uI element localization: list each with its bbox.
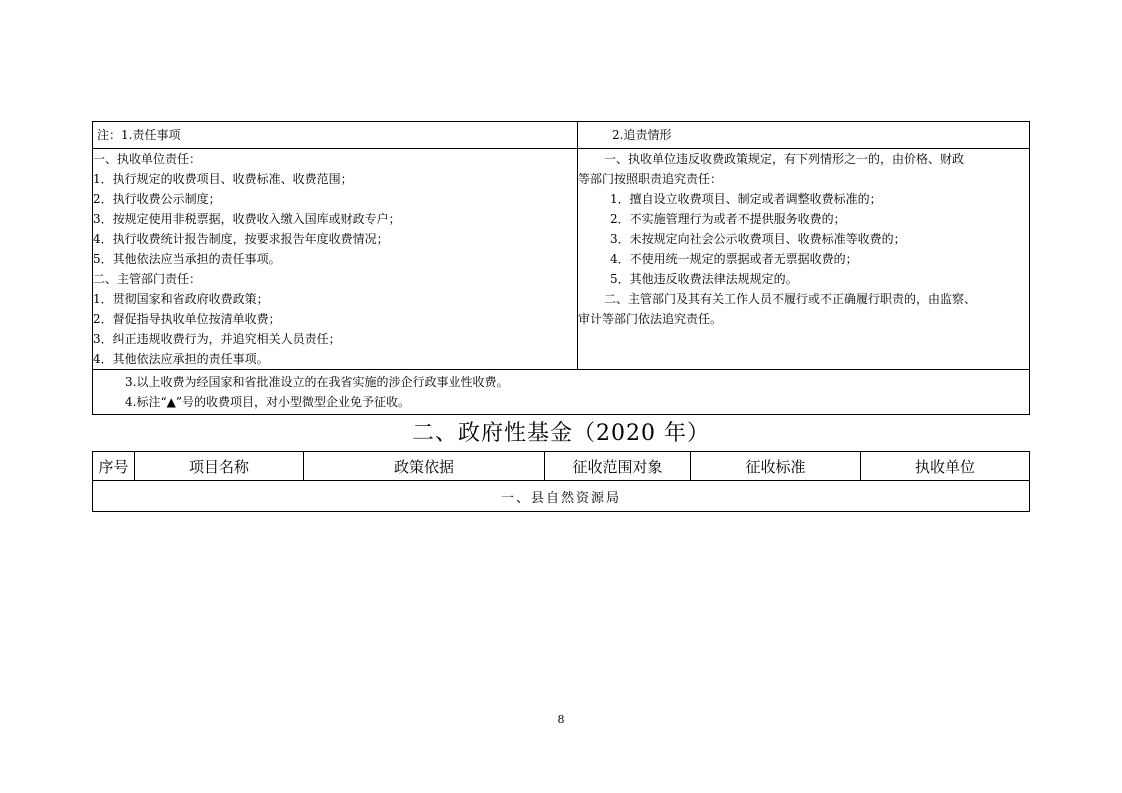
accountability-item: 3．未按规定向社会公示收费项目、收费标准等收费的； bbox=[610, 232, 906, 246]
responsibility-line: 二、主管部门责任： bbox=[93, 272, 202, 286]
accountability-second: 二、主管部门及其有关工作人员不履行或不正确履行职责的，由监察、 bbox=[604, 292, 977, 306]
accountability-item: 1．擅自设立收费项目、制定或者调整收费标准的； bbox=[610, 192, 882, 206]
responsibility-line: 4．其他依法应承担的责任事项。 bbox=[93, 352, 269, 366]
responsibility-line: 4．执行收费统计报告制度，按要求报告年度收费情况； bbox=[93, 232, 389, 246]
fund-table-header-row bbox=[93, 452, 1030, 481]
notes-footer-row bbox=[93, 370, 1030, 415]
government-fund-table bbox=[92, 451, 1030, 512]
responsibility-line: 1．贯彻国家和省政府收费政策； bbox=[93, 292, 269, 306]
notes-table bbox=[92, 121, 1030, 415]
accountability-header: 2.追责情形 bbox=[578, 122, 1030, 149]
column-header-scope: 征收范围对象 bbox=[545, 452, 691, 481]
responsibility-line: 1．执行规定的收费项目、收费标准、收费范围； bbox=[93, 172, 353, 186]
accountability-item: 4．不使用统一规定的票据或者无票据收费的； bbox=[610, 252, 858, 266]
notes-body-row bbox=[93, 149, 1030, 370]
responsibility-line: 一、执收单位责任： bbox=[93, 152, 202, 166]
table-row bbox=[93, 481, 1030, 512]
notes-header-row bbox=[93, 122, 1030, 149]
responsibility-list bbox=[93, 149, 578, 370]
accountability-item: 2．不实施管理行为或者不提供服务收费的； bbox=[610, 212, 846, 226]
accountability-second-cont: 审计等部门依法追究责任。 bbox=[578, 312, 723, 326]
accountability-intro: 一、执收单位违反收费政策规定，有下列情形之一的，由价格、财政 bbox=[604, 152, 965, 166]
responsibility-line: 3．按规定使用非税票据，收费收入缴入国库或财政专户； bbox=[93, 212, 401, 226]
footnotes bbox=[93, 370, 1030, 415]
responsibility-header: 注：1.责任事项 bbox=[93, 122, 578, 149]
column-header-item-name: 项目名称 bbox=[135, 452, 304, 481]
section-title: 二、政府性基金（2020 年） bbox=[412, 421, 710, 446]
responsibility-line: 5．其他依法应当承担的责任事项。 bbox=[93, 252, 281, 266]
column-header-policy-basis: 政策依据 bbox=[304, 452, 545, 481]
column-header-index: 序号 bbox=[93, 452, 135, 481]
accountability-intro-cont: 等部门按照职责追究责任： bbox=[578, 172, 723, 186]
accountability-item: 5．其他违反收费法律法规规定的。 bbox=[610, 272, 798, 286]
column-header-collecting-unit: 执收单位 bbox=[861, 452, 1030, 481]
group-row-label: 一、县自然资源局 bbox=[93, 481, 1030, 512]
accountability-list bbox=[578, 149, 1030, 370]
column-header-standard: 征收标准 bbox=[691, 452, 861, 481]
footnote-3: 3.以上收费为经国家和省批准设立的在我省实施的涉企行政事业性收费。 bbox=[125, 375, 509, 389]
page-number: 8 bbox=[557, 713, 565, 726]
footnote-4: 4.标注“▲”号的收费项目，对小型微型企业免予征收。 bbox=[125, 395, 410, 409]
responsibility-line: 2．执行收费公示制度； bbox=[93, 192, 221, 206]
responsibility-line: 2．督促指导执收单位按清单收费； bbox=[93, 312, 281, 326]
responsibility-line: 3．纠正违规收费行为，并追究相关人员责任； bbox=[93, 332, 341, 346]
